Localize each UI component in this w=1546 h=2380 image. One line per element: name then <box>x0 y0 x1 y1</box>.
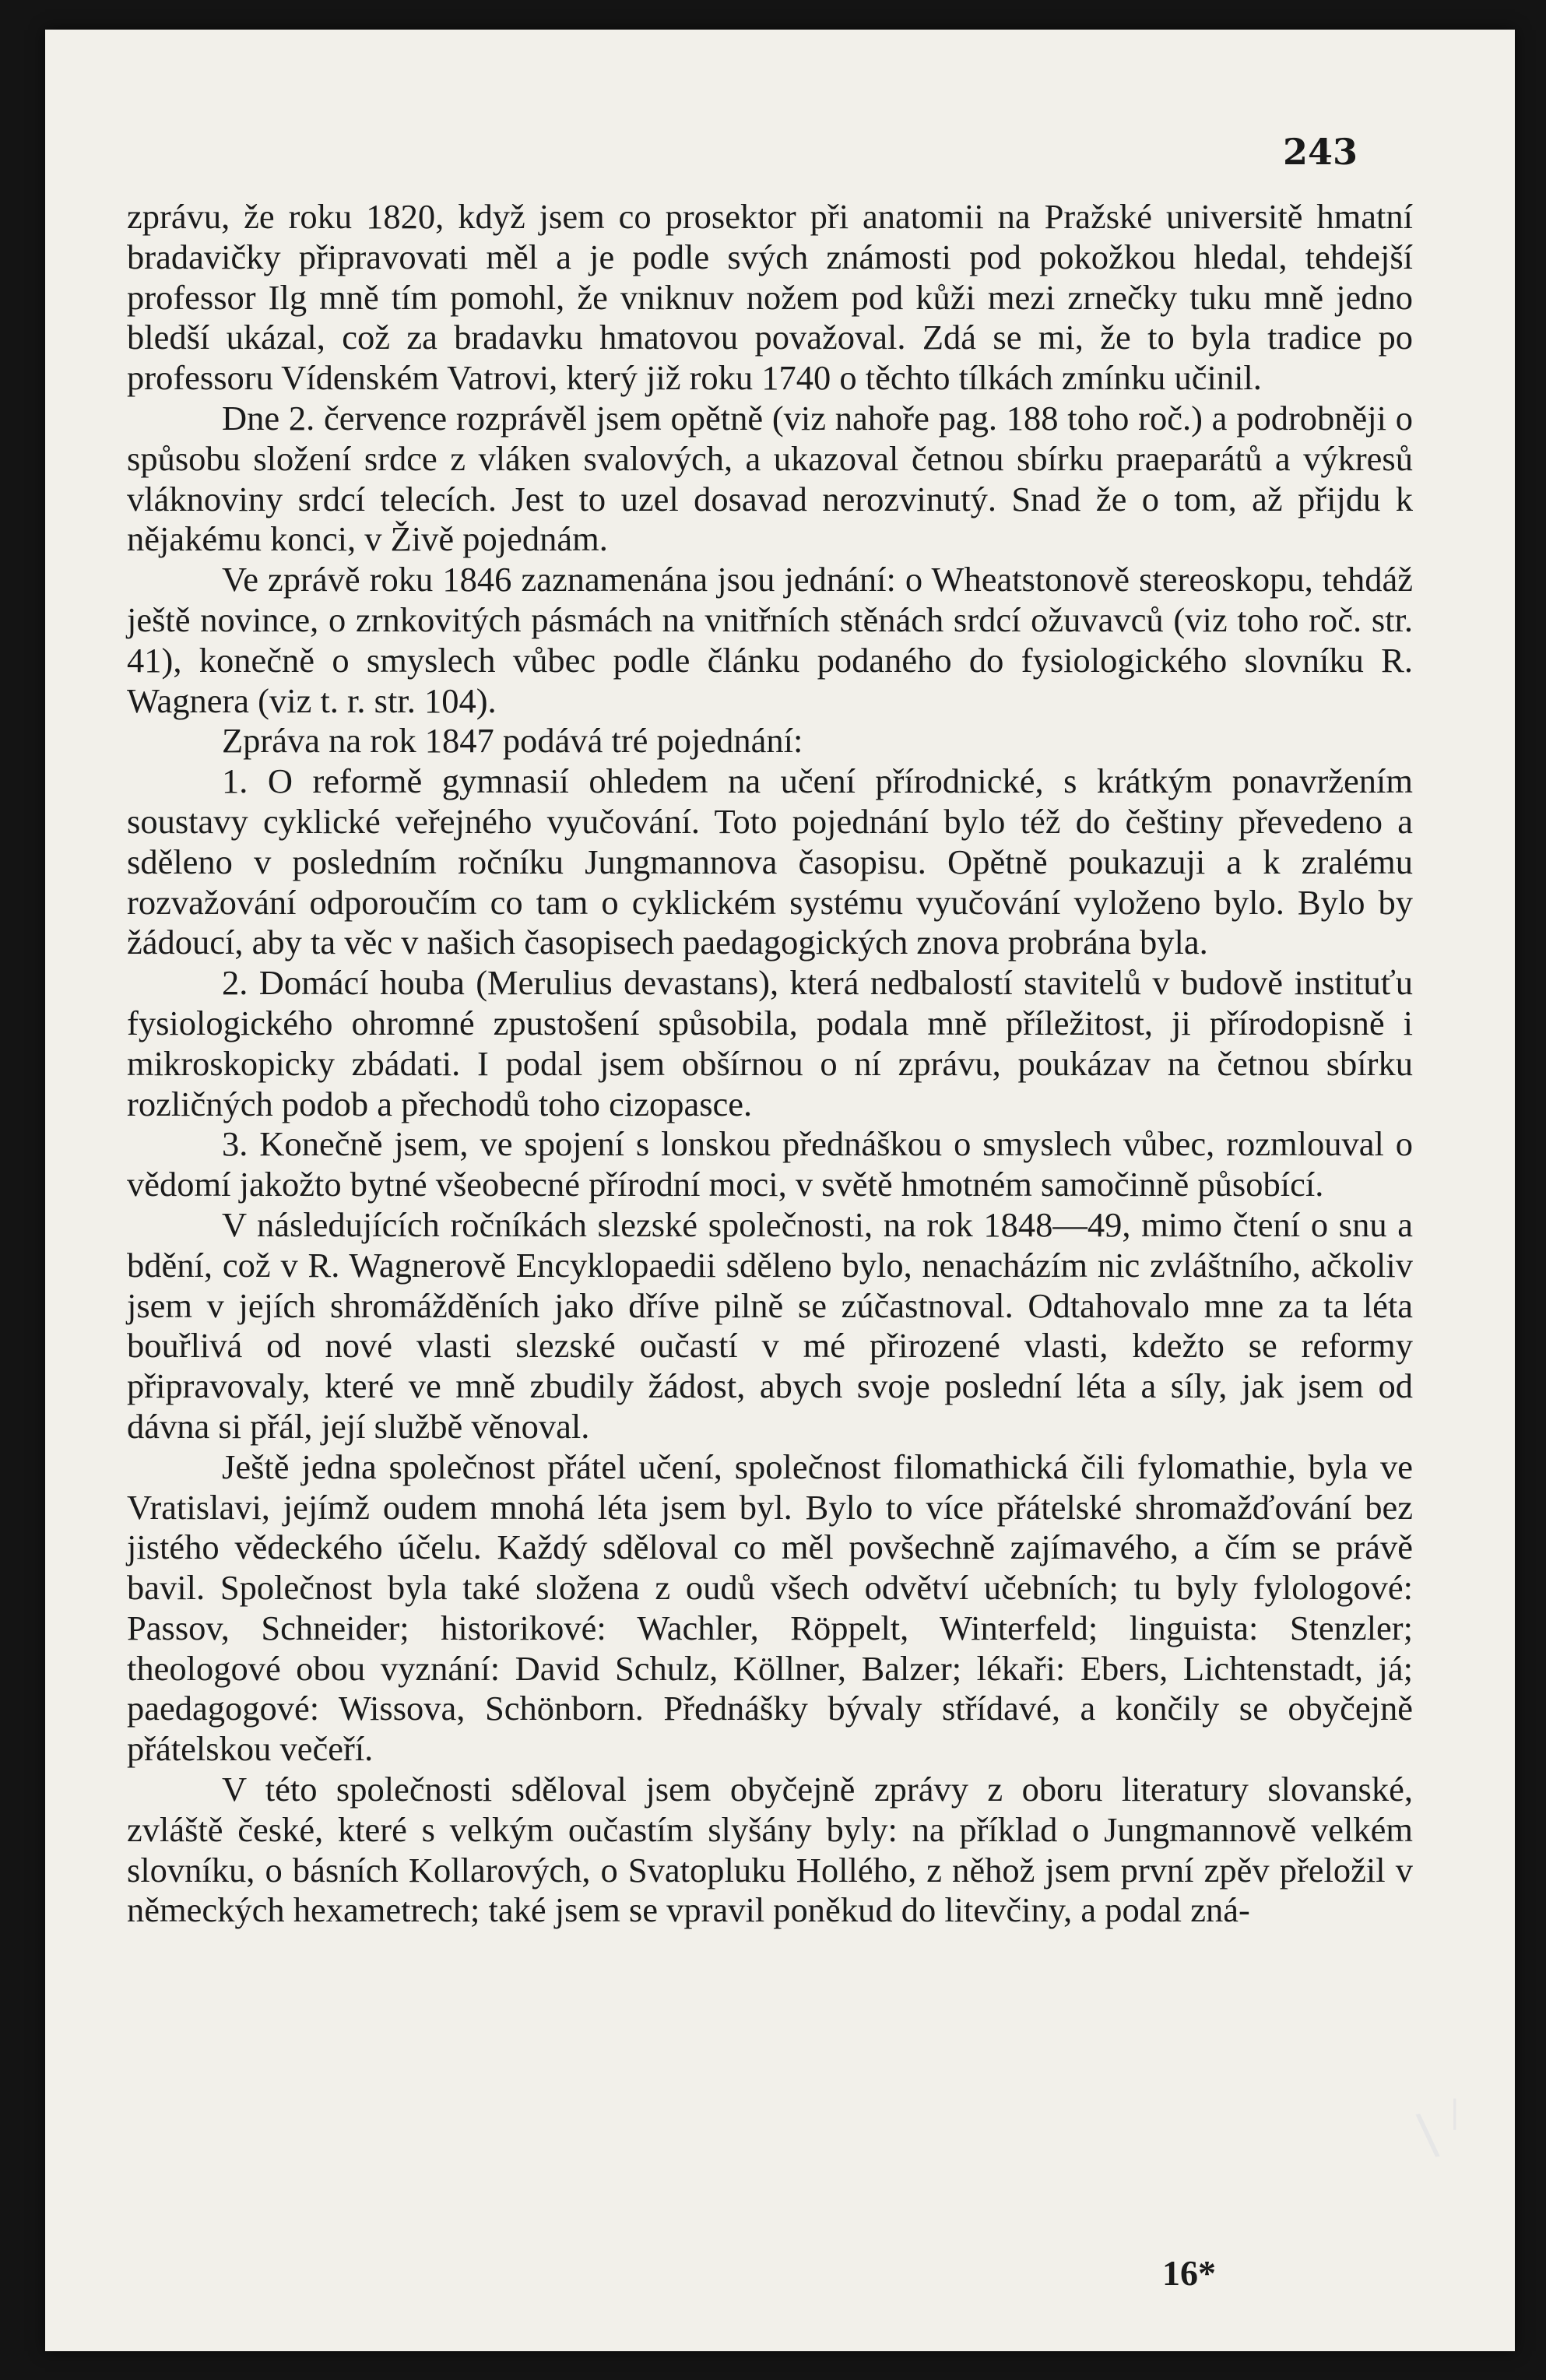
paragraph-item-2-house-fungus: 2. Domácí houba (Merulius devastans), která nedbalostí stavitelů v budově instituťu fysiologického ohromné zpustošení spůsobila, podala mně příležitost, ji přírodopisně i mikroskopicky zbádati. I podal jsem obšírnou o ní zprávu, poukázav na četnou sbírku rozličných podob a přechodů toho cizopasce. <box>127 963 1413 1123</box>
paragraph-item-3-consciousness: 3. Konečně jsem, ve spojení s lonskou přednáškou o smyslech vůbec, rozmlouval o vědomí jakožto bytné všeobecné přírodní moci, v světě hmotném samočinně působící. <box>127 1124 1413 1204</box>
paragraph-continuation: zprávu, že roku 1820, když jsem co prosektor při anatomii na Pražské universitě hmatní bradavičky připravovati měl a je podle svých známosti pod pokožkou hledal, tehdejší professor Ilg mně tím pomohl, že vniknuv nožem pod kůži mezi zrnečky tuku mně jedno bledší ukázal, což za bradavku hmatovou považoval. Zdá se mi, že to byla tradice po professoru Vídenském Vatrovi, který již roku 1740 o těchto tílkách zmínku učinil. <box>127 197 1413 398</box>
paragraph-slavic-literature: V této společnosti sděloval jsem obyčejně zprávy z oboru literatury slovanské, zvláště české, které s velkým oučastím slyšány byly: na příklad o Jungmannově velkém slovníku, o básních Kollarových, o Svatopluku Hollého, z něhož jsem první zpěv přeložil v německých hexametrech; také jsem se vpravil poněkud do litevčiny, a podal zná- <box>127 1770 1413 1930</box>
paragraph-report-1846: Ve zprávě roku 1846 zaznamenána jsou jednání: o Wheatstonově stereoskopu, tehdáž ještě novince, o zrnkovitých pásmách na vnitřních stěnách srdcí ožuvavců (viz toho roč. str. 41), konečně o smyslech vůbec podle článku podaného do fysiologického slovníku R. Wagnera (viz t. r. str. 104). <box>127 560 1413 720</box>
body-text <box>127 197 1413 1931</box>
signature-mark: 16* <box>1162 2253 1216 2293</box>
paragraph-heart-fibers: Dne 2. července rozprávěl jsem opětně (viz nahoře pag. 188 toho roč.) a podrobněji o spůsobu složení srdce z vláken svalových, a ukazoval četnou sbírku praeparátů a výkresů vláknoviny srdcí telecích. Jest to uzel dosavad nerozvinutý. Snad že o tom, až přijdu k nějakému konci, v Živě pojednám. <box>127 398 1413 559</box>
book-page <box>45 30 1515 2351</box>
margin-mark: | <box>1449 2094 1460 2130</box>
paragraph-item-1-gymnasium-reform: 1. O reformě gymnasií ohledem na učení přírodnické, s krátkým ponavržením soustavy cyklické veřejného vyučování. Toto pojednání bylo též do češtiny převedeno a sděleno v posledním ročníku Jungmannova časopisu. Opětně poukazuji a k zralému rozvažování odporoučím co tam o cyklickém systému vyučování vyloženo bylo. Bylo by žádoucí, aby ta věc v našich časopisech paedagogických znova probrána byla. <box>127 761 1413 962</box>
paragraph-report-1847: Zpráva na rok 1847 podává tré pojednání: <box>222 721 803 761</box>
page-number: 243 <box>1283 131 1358 173</box>
paragraph-philomathic-society: Ještě jedna společnost přátel učení, společnost filomathická čili fylomathie, byla ve Vratislavi, jejímž oudem mnohá léta jsem byl. Bylo to více přátelské shromažďování bez jistého vědeckého účelu. Každý sděloval co měl povšechně zajímavého, a čím se právě bavil. Společnost byla také složena z oudů všech odvětví učebních; tu byly fylologové: Passov, Schneider; historikové: Wachler, Röppelt, Winterfeld; linguista: Stenzler; theologové obou vyznání: David Schulz, Köllner, Balzer; lékaři: Ebers, Lichtenstadt, já; paedagogové: Wissova, Schönborn. Přednášky bývaly střídavé, a končily se obyčejně přátelskou večeří. <box>127 1447 1413 1769</box>
paragraph-later-years: V následujících ročníkách slezské společnosti, na rok 1848—49, mimo čtení o snu a bdění, což v R. Wagnerově Encyklopaedii sděleno bylo, nenacházím nic zvláštního, ačkoliv jsem v jejích shromážděních jako dříve pilně se zúčastnoval. Odtahovalo mne za ta léta bouřlivá od nové vlasti slezské oučastí v mé přirozené vlasti, kdežto se reformy připravovaly, které ve mně zbudily žádost, abych svoje poslední léta a síly, jak jsem od dávna si přál, její službě věnoval. <box>127 1204 1413 1446</box>
margin-mark: \ <box>1414 2101 1442 2167</box>
